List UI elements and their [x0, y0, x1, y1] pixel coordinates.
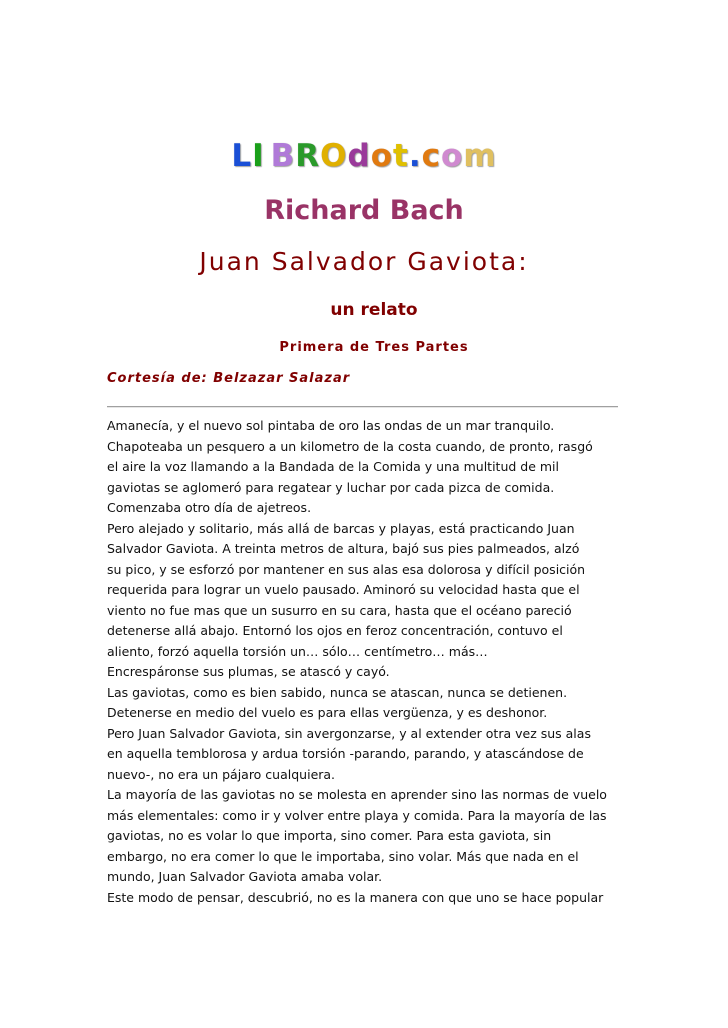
text-line: detenerse allá abajo. Entornó los ojos en feroz concentración, contuvo el	[107, 623, 563, 638]
text-line: Las gaviotas, como es bien sabido, nunca se atascan, nunca se detienen.	[107, 684, 568, 700]
text-line: Chapoteaba un pesquero a un kilometro de la costa cuando, de pronto, rasgó	[107, 438, 593, 454]
text-line: requerida para lograr un vuelo pausado. Aminoró su velocidad hasta que el	[107, 582, 580, 597]
text-line: Comenzaba otro día de ajetreos.	[107, 500, 312, 515]
part-heading: Primera de Tres Partes	[279, 340, 469, 355]
text-line: aliento, forzó aquella torsión un… sólo… centímetro… más…	[107, 643, 488, 659]
logo-letter: O	[320, 138, 348, 174]
logo-letter: m	[463, 138, 497, 174]
book-subtitle: un relato	[330, 300, 418, 320]
text-line: La mayoría de las gaviotas no se molesta en aprender sino las normas de vuelo	[107, 787, 607, 802]
text-line: gaviotas, no es volar lo que importa, sino comer. Para esta gaviota, sin	[107, 828, 552, 843]
logo-letter: R	[295, 138, 321, 174]
librodot-logo[interactable]	[0, 134, 728, 178]
body-text	[107, 416, 622, 908]
logo-letter: o	[370, 138, 394, 174]
text-line: el aire la voz llamando a la Bandada de la Comida y una multitud de mil	[107, 459, 560, 474]
text-line: mundo, Juan Salvador Gaviota amaba volar.	[107, 869, 383, 884]
book-title: Juan Salvador Gaviota:	[199, 247, 529, 276]
text-line: gaviotas se aglomeró para regatear y luchar por cada pizca de comida.	[107, 479, 555, 495]
logo-letter: B	[270, 138, 296, 174]
text-line: Amanecía, y el nuevo sol pintaba de oro las ondas de un mar tranquilo.	[107, 418, 555, 433]
horizontal-divider	[107, 406, 618, 408]
book-author: Richard Bach	[264, 195, 464, 226]
text-line: viento no fue mas que un susurro en su cara, hasta que el océano pareció	[107, 602, 572, 618]
text-line: Salvador Gaviota. A treinta metros de altura, bajó sus pies palmeados, alzó	[107, 541, 580, 556]
logo-letter: L	[231, 138, 253, 174]
text-line: Encrespáronse sus plumas, se atascó y cayó.	[107, 664, 390, 679]
courtesy-line: Cortesía de: Belzazar Salazar	[107, 371, 351, 386]
text-line: Este modo de pensar, descubrió, no es la manera con que uno se hace popular	[107, 889, 604, 905]
logo-letter: c	[421, 138, 442, 174]
text-line: su pico, y se esforzó por mantener en sus alas esa dolorosa y difícil posición	[107, 561, 586, 577]
logo-letter: o	[441, 138, 464, 174]
text-line: Detenerse en medio del vuelo es para ellas vergüenza, y es deshonor.	[107, 705, 548, 720]
text-line: nuevo-, no era un pájaro cualquiera.	[107, 766, 336, 782]
text-line: Pero alejado y solitario, más allá de barcas y playas, está practicando Juan	[107, 520, 575, 536]
text-line: embargo, no era comer lo que le importaba, sino volar. Más que nada en el	[107, 848, 579, 864]
logo-letter: .	[408, 138, 422, 174]
text-line: más elementales: como ir y volver entre playa y comida. Para la mayoría de las	[107, 807, 607, 823]
text-line: Pero Juan Salvador Gaviota, sin avergonzarse, y al extender otra vez sus alas	[107, 725, 591, 741]
text-line: en aquella temblorosa y ardua torsión -parando, parando, y atascándose de	[107, 746, 584, 761]
logo-letter: d	[347, 138, 371, 174]
logo-letter: I	[252, 138, 265, 174]
logo-letter: t	[393, 138, 409, 174]
